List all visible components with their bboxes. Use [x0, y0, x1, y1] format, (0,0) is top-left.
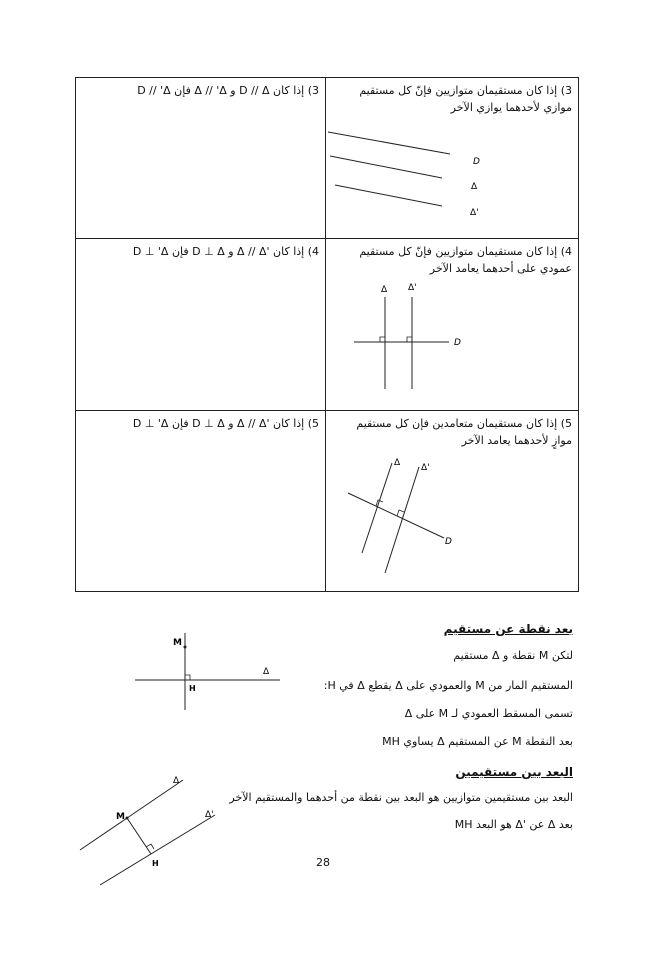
property-cell-4 [326, 239, 579, 411]
properties-table [75, 77, 579, 592]
point-m [184, 646, 187, 649]
right-angle-mark [376, 500, 383, 506]
notation-text: 3) إذا كان D // Δ و Δ // 'Δ فإن D // 'Δ [137, 84, 319, 97]
label-h: H [189, 684, 196, 693]
point-distance-figure [125, 628, 285, 718]
label-delta: Δ [471, 182, 478, 192]
right-angle-mark [397, 510, 404, 516]
segment-mh [127, 818, 151, 854]
perpendicular-parallel-figure [326, 411, 579, 592]
text-line: بعد Δ عن 'Δ هو البعد MH [454, 818, 573, 831]
label-delta: Δ [394, 458, 401, 468]
point-m [126, 817, 129, 820]
text-line: البعد بين مستقيمين متوازيين هو البعد بين نقطة من أحدهما والمستقيم الآخر [229, 791, 573, 804]
label-delta-prime: Δ' [421, 463, 430, 473]
text-line: المستقيم المار من M والعمودي على Δ يقطع Δ في H: [323, 679, 573, 692]
label-m: M [116, 812, 125, 822]
text-line: تسمى المسقط العمودي لـ M على Δ [404, 707, 573, 720]
label-d: D [445, 537, 452, 547]
line-delta [330, 156, 442, 178]
property-text: 5) إذا كان مستقيمان متعامدين فإن كل مستقيم موازٍ لأحدهما يعامد الآخر [356, 417, 572, 447]
line-delta-prime [385, 467, 419, 573]
property-cell-5 [326, 411, 579, 592]
label-h: H [152, 859, 159, 868]
notation-cell-3 [76, 78, 326, 239]
right-angle-mark [185, 675, 190, 680]
property-text: 3) إذا كان مستقيمان متوازيين فإنّ كل مستقيم موازي لأحدهما يوازي الآخر [359, 84, 572, 114]
section-title-lines-distance: البعد بين مستقيمين [455, 765, 573, 779]
label-m: M [173, 638, 182, 648]
property-cell-3 [326, 78, 579, 239]
property-text: 4) إذا كان مستقيمان متوازيين فإنّ كل مستقيم عمودي على أحدهما يعامد الآخر [359, 245, 572, 275]
lines-distance-figure [75, 770, 235, 890]
text-line: بعد النقطة M عن المستقيم Δ يساوي MH [382, 735, 573, 748]
label-delta: Δ [263, 667, 270, 677]
page-number: 28 [316, 856, 330, 869]
section-title-point-distance: بعد نقطة عن مستقيم [443, 622, 573, 636]
notation-cell-5 [76, 411, 326, 592]
label-delta: Δ [381, 285, 388, 295]
label-delta-prime: Δ' [470, 208, 479, 218]
label-delta-prime: Δ' [205, 810, 214, 820]
notation-text: 5) إذا كان 'Δ // Δ و D ⊥ Δ فإن D ⊥ 'Δ [132, 417, 319, 430]
line-d [328, 132, 450, 154]
notation-cell-4 [76, 239, 326, 411]
label-d: D [454, 338, 461, 348]
label-delta: Δ [173, 776, 180, 786]
right-angle-mark [380, 337, 385, 342]
line-delta-prime [100, 815, 215, 885]
line-d [348, 493, 444, 538]
right-angle-mark [407, 337, 412, 342]
notation-text: 4) إذا كان 'Δ // Δ و D ⊥ Δ فإن D ⊥ 'Δ [132, 245, 319, 258]
line-delta-prime [335, 185, 442, 206]
text-line: لتكن M نقطة و Δ مستقيم [453, 649, 573, 662]
parallel-lines-figure [326, 78, 579, 239]
line-delta [80, 780, 183, 850]
line-delta [362, 463, 392, 553]
label-delta-prime: Δ' [408, 283, 417, 293]
label-d: D [473, 157, 480, 167]
perpendicular-figure [326, 239, 579, 411]
